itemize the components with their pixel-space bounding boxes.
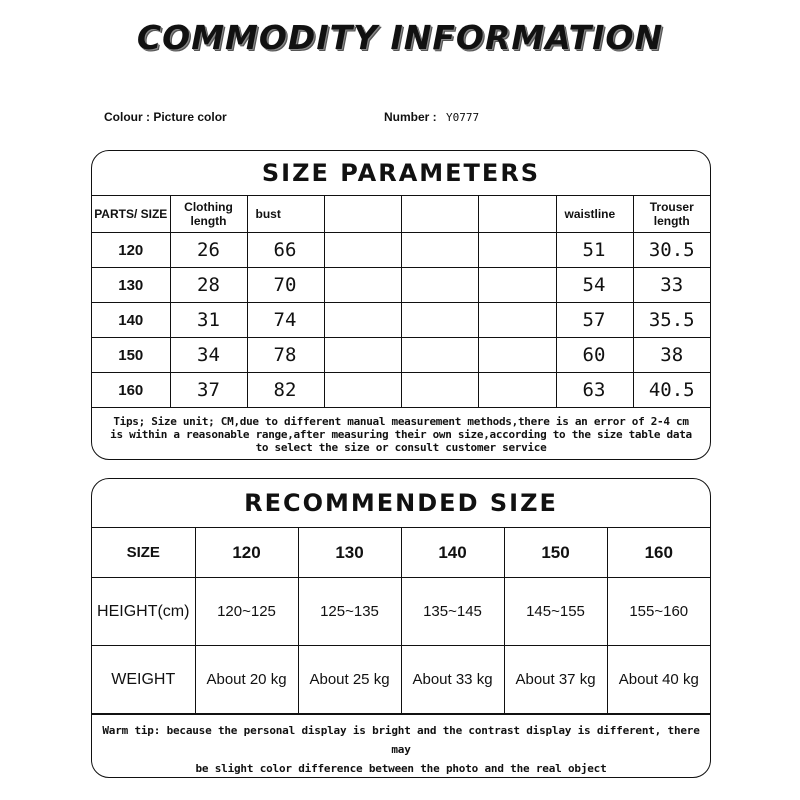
weight-cell: About 40 kg [607, 646, 710, 714]
bust-cell: 78 [247, 338, 324, 373]
size-cell: 120 [92, 233, 170, 268]
empty-cell [401, 233, 478, 268]
table-row [92, 233, 710, 268]
clothing-length-cell: 28 [170, 268, 247, 303]
tips-line: Tips; Size unit; CM,due to different manual measurement methods,there is an error of 2-4 cm [113, 415, 689, 428]
header-trouser-length: Trouser length [633, 196, 710, 233]
colour-value: Picture color [153, 110, 227, 124]
bust-cell: 74 [247, 303, 324, 338]
trouser-length-cell: 40.5 [633, 373, 710, 408]
waistline-cell: 60 [556, 338, 633, 373]
header-waistline: waistline [556, 196, 633, 233]
trouser-length-cell: 30.5 [633, 233, 710, 268]
size-parameters-table [92, 196, 710, 408]
empty-cell [324, 233, 401, 268]
table-row [92, 303, 710, 338]
bust-cell: 66 [247, 233, 324, 268]
warm-tip-line: Warm tip: because the personal display is bright and the contrast display is different, there may [102, 724, 700, 756]
tips-line: is within a reasonable range,after measuring their own size,according to the size table data [110, 428, 692, 441]
size-cell: 150 [92, 338, 170, 373]
size-cell: 160 [92, 373, 170, 408]
weight-cell: About 33 kg [401, 646, 504, 714]
size-header-cell: 130 [298, 528, 401, 578]
height-label: HEIGHT(cm) [92, 578, 195, 646]
header-clothing-length: Clothing length [170, 196, 247, 233]
height-cell: 135~145 [401, 578, 504, 646]
waistline-cell: 51 [556, 233, 633, 268]
size-parameters-panel [91, 150, 711, 460]
empty-cell [478, 268, 556, 303]
height-row [92, 578, 710, 646]
weight-cell: About 20 kg [195, 646, 298, 714]
trouser-length-cell: 33 [633, 268, 710, 303]
table-row [92, 373, 710, 408]
weight-row [92, 646, 710, 714]
recommended-size-panel [91, 478, 711, 778]
weight-label: WEIGHT [92, 646, 195, 714]
page-title: COMMODITY INFORMATION [136, 18, 664, 57]
size-header-cell: 160 [607, 528, 710, 578]
height-cell: 120~125 [195, 578, 298, 646]
empty-cell [478, 338, 556, 373]
size-tips [92, 408, 710, 454]
size-table-header-row [92, 196, 710, 233]
bust-cell: 70 [247, 268, 324, 303]
empty-cell [478, 233, 556, 268]
number-value: Y0777 [446, 111, 480, 124]
recommended-size-table [92, 528, 710, 714]
empty-cell [401, 338, 478, 373]
clothing-length-cell: 31 [170, 303, 247, 338]
header-bust: bust [247, 196, 324, 233]
trouser-length-cell: 35.5 [633, 303, 710, 338]
warm-tip-line: be slight color difference between the photo and the real object [195, 762, 607, 775]
colour-info [104, 110, 227, 124]
empty-cell [324, 268, 401, 303]
table-row [92, 268, 710, 303]
tips-line: to select the size or consult customer service [255, 441, 547, 454]
empty-cell [324, 338, 401, 373]
header-empty-3 [478, 196, 556, 233]
waistline-cell: 57 [556, 303, 633, 338]
warm-tip [92, 714, 710, 778]
number-label: Number : [384, 110, 437, 124]
size-header-cell: 140 [401, 528, 504, 578]
size-header-cell: 120 [195, 528, 298, 578]
recommended-size-title: RECOMMENDED SIZE [92, 479, 710, 528]
colour-label: Colour : [104, 110, 150, 124]
header-empty-1 [324, 196, 401, 233]
empty-cell [401, 268, 478, 303]
weight-cell: About 25 kg [298, 646, 401, 714]
waistline-cell: 63 [556, 373, 633, 408]
empty-cell [401, 373, 478, 408]
height-cell: 145~155 [504, 578, 607, 646]
empty-cell [401, 303, 478, 338]
waistline-cell: 54 [556, 268, 633, 303]
size-parameters-title: SIZE PARAMETERS [92, 151, 710, 196]
height-cell: 125~135 [298, 578, 401, 646]
size-label: SIZE [92, 528, 195, 578]
weight-cell: About 37 kg [504, 646, 607, 714]
clothing-length-cell: 34 [170, 338, 247, 373]
clothing-length-cell: 37 [170, 373, 247, 408]
height-cell: 155~160 [607, 578, 710, 646]
header-empty-2 [401, 196, 478, 233]
empty-cell [324, 373, 401, 408]
empty-cell [478, 373, 556, 408]
size-cell: 130 [92, 268, 170, 303]
empty-cell [478, 303, 556, 338]
recommended-size-row [92, 528, 710, 578]
table-row [92, 338, 710, 373]
clothing-length-cell: 26 [170, 233, 247, 268]
size-header-cell: 150 [504, 528, 607, 578]
size-cell: 140 [92, 303, 170, 338]
header-parts-size: PARTS/ SIZE [92, 196, 170, 233]
trouser-length-cell: 38 [633, 338, 710, 373]
bust-cell: 82 [247, 373, 324, 408]
empty-cell [324, 303, 401, 338]
number-info [384, 110, 479, 124]
